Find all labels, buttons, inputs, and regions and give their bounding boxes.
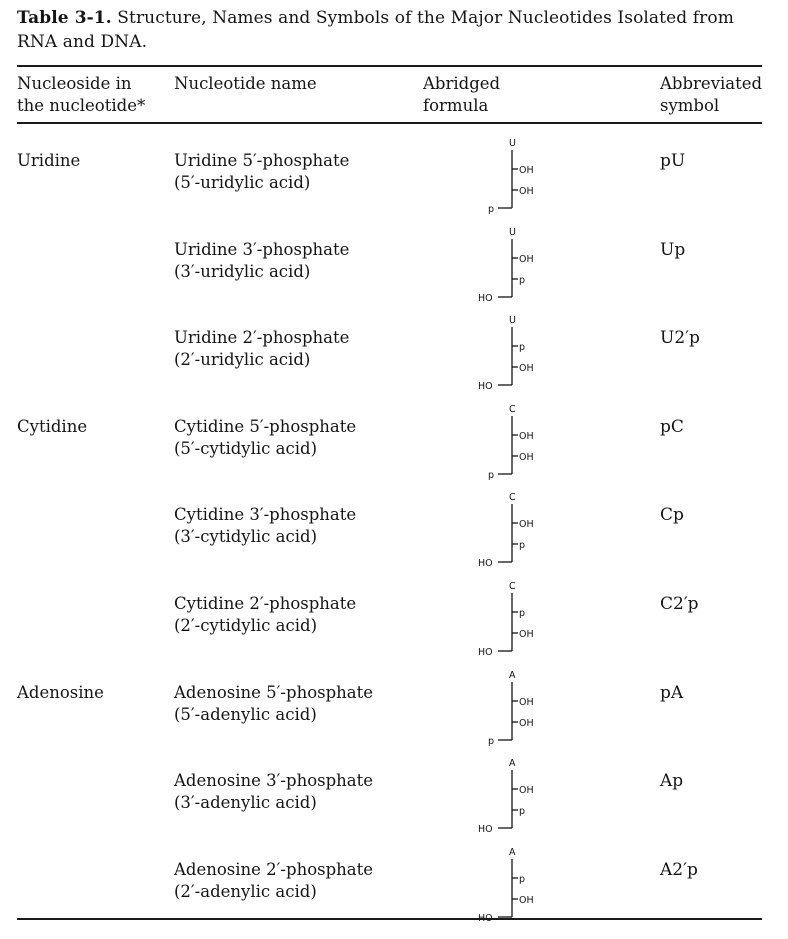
- abridged-formula: [470, 225, 560, 315]
- acid-name-line: (2′-adenylic acid): [174, 882, 317, 901]
- formula-diagram: [470, 579, 560, 669]
- base-letter: A: [509, 670, 516, 681]
- top-rule: [17, 65, 762, 67]
- acid-name-line: (5′-uridylic acid): [174, 173, 311, 192]
- bottom-substituent: HO: [478, 824, 493, 835]
- header-formula: [423, 73, 500, 117]
- abridged-formula: [470, 490, 560, 580]
- lower-substituent: OH: [519, 629, 534, 640]
- acid-name-line: (3′-uridylic acid): [174, 262, 311, 281]
- bottom-substituent: HO: [478, 381, 493, 392]
- formula-diagram: [470, 756, 560, 846]
- formula-diagram: [470, 845, 560, 935]
- table-caption: Structure, Names and Symbols of the Major Nucleotides Isolated from RNA and DNA.: [17, 8, 734, 52]
- nucleotide-name: [174, 859, 373, 903]
- acid-name-line: (5′-adenylic acid): [174, 705, 317, 724]
- formula-diagram: [470, 490, 560, 580]
- abbreviated-symbol: Up: [660, 240, 686, 260]
- lower-substituent: p: [519, 806, 526, 817]
- abbreviated-symbol: pA: [660, 683, 684, 703]
- base-letter: A: [509, 758, 516, 769]
- header-nucleoside: [17, 73, 145, 117]
- nucleoside-label: Uridine: [17, 151, 81, 170]
- base-letter: C: [509, 404, 516, 415]
- nucleotide-name: [174, 593, 356, 637]
- upper-substituent: p: [519, 608, 526, 619]
- bottom-substituent: p: [488, 204, 495, 215]
- formula-diagram: [470, 402, 560, 492]
- lower-substituent: p: [519, 275, 526, 286]
- nucleotide-name-line: Uridine 2′-phosphate: [174, 328, 350, 347]
- abridged-formula: [470, 402, 560, 492]
- nucleotide-name: [174, 416, 356, 460]
- nucleotide-name: [174, 770, 373, 814]
- header-formula-line2: formula: [423, 96, 489, 115]
- nucleotide-name: [174, 682, 373, 726]
- base-letter: U: [509, 138, 516, 149]
- header-rule: [17, 122, 762, 124]
- base-letter: U: [509, 315, 516, 326]
- abridged-formula: [470, 136, 560, 226]
- acid-name-line: (2′-uridylic acid): [174, 350, 311, 369]
- nucleotide-name: [174, 239, 349, 283]
- nucleotide-name-line: Adenosine 5′-phosphate: [174, 683, 374, 702]
- abbreviated-symbol: A2′p: [660, 860, 698, 880]
- header-nucleoside-line2: the nucleotide*: [17, 96, 146, 115]
- upper-substituent: OH: [519, 165, 534, 176]
- nucleotide-name-line: Cytidine 3′-phosphate: [174, 505, 357, 524]
- header-symbol: [660, 73, 762, 117]
- abridged-formula: [470, 313, 560, 403]
- nucleotide-name-line: Uridine 5′-phosphate: [174, 151, 350, 170]
- bottom-substituent: HO: [478, 647, 493, 658]
- abbreviated-symbol: Cp: [660, 505, 684, 525]
- nucleotide-name-line: Uridine 3′-phosphate: [174, 240, 350, 259]
- nucleotide-name-line: Adenosine 2′-phosphate: [174, 860, 374, 879]
- abridged-formula: [470, 756, 560, 846]
- abridged-formula: [470, 845, 560, 935]
- formula-diagram: [470, 313, 560, 403]
- abbreviated-symbol: pC: [660, 417, 684, 437]
- lower-substituent: OH: [519, 363, 534, 374]
- header-name-line1: Nucleotide name: [174, 74, 317, 93]
- abbreviated-symbol: C2′p: [660, 594, 699, 614]
- acid-name-line: (3′-adenylic acid): [174, 793, 317, 812]
- nucleotide-name: [174, 150, 349, 194]
- bottom-substituent: p: [488, 736, 495, 747]
- bottom-rule: [17, 918, 762, 920]
- formula-diagram: [470, 668, 560, 758]
- lower-substituent: OH: [519, 186, 534, 197]
- base-letter: A: [509, 847, 516, 858]
- nucleoside-label: Adenosine: [17, 683, 104, 702]
- lower-substituent: p: [519, 540, 526, 551]
- upper-substituent: OH: [519, 254, 534, 265]
- upper-substituent: p: [519, 342, 526, 353]
- upper-substituent: OH: [519, 785, 534, 796]
- nucleotide-name-line: Cytidine 5′-phosphate: [174, 417, 357, 436]
- abbreviated-symbol: U2′p: [660, 328, 700, 348]
- nucleotide-name-line: Adenosine 3′-phosphate: [174, 771, 374, 790]
- header-nucleotide-name: [174, 73, 317, 95]
- abbreviated-symbol: pU: [660, 151, 686, 171]
- nucleotide-name-line: Cytidine 2′-phosphate: [174, 594, 357, 613]
- acid-name-line: (5′-cytidylic acid): [174, 439, 318, 458]
- formula-diagram: [470, 225, 560, 315]
- base-letter: C: [509, 581, 516, 592]
- acid-name-line: (3′-cytidylic acid): [174, 527, 318, 546]
- abridged-formula: [470, 668, 560, 758]
- header-symbol-line1: Abbreviated: [660, 74, 763, 93]
- lower-substituent: OH: [519, 718, 534, 729]
- header-nucleoside-line1: Nucleoside in: [17, 74, 132, 93]
- bottom-substituent: p: [488, 470, 495, 481]
- header-symbol-line2: symbol: [660, 96, 720, 115]
- upper-substituent: OH: [519, 697, 534, 708]
- lower-substituent: OH: [519, 452, 534, 463]
- bottom-substituent: HO: [478, 558, 493, 569]
- table-title: [17, 6, 777, 54]
- upper-substituent: p: [519, 874, 526, 885]
- bottom-substituent: HO: [478, 293, 493, 304]
- abridged-formula: [470, 579, 560, 669]
- acid-name-line: (2′-cytidylic acid): [174, 616, 318, 635]
- header-formula-line1: Abridged: [423, 74, 501, 93]
- table-number: Table 3-1.: [17, 8, 112, 28]
- base-letter: U: [509, 227, 516, 238]
- nucleotide-name: [174, 504, 356, 548]
- upper-substituent: OH: [519, 519, 534, 530]
- lower-substituent: OH: [519, 895, 534, 906]
- upper-substituent: OH: [519, 431, 534, 442]
- formula-diagram: [470, 136, 560, 226]
- nucleoside-label: Cytidine: [17, 417, 88, 436]
- abbreviated-symbol: Ap: [660, 771, 684, 791]
- base-letter: C: [509, 492, 516, 503]
- nucleotide-name: [174, 327, 349, 371]
